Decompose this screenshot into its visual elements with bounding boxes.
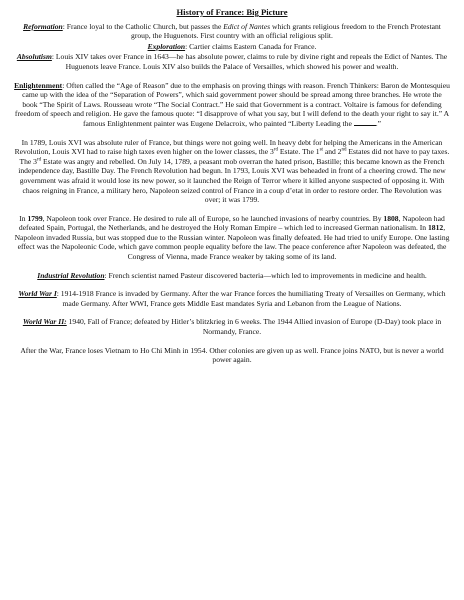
ww2-paragraph [14, 317, 450, 336]
napoleon-text-3: , Napoleon had defeated Spain, Portugal, the Netherlands, and he destroyed the Holy Roman Empire – which led to increased German nationalism. In [18, 213, 445, 233]
exploration-paragraph [14, 42, 450, 52]
ordinal-suffix: rd [36, 157, 42, 163]
enlightenment-paragraph [14, 81, 450, 129]
year-1812: 1812 [428, 223, 444, 233]
enlightenment-text-1: : Often called the “Age of Reason” due to the emphasis on proving things with reason. French Thinkers: Baron de Montesquieu came up with the idea of the “Separation of Powers”, which said government power should be spread among three branches. He wrote the book “The Spirit of Laws. Rousseau wrote “The Social Contract.” He said that Government is a contract. Voltaire is famous for defending freedom of speech and religion. He gave the famous quote: “I disapprove of what you say, but I will defend to the death your right to say it.” A famous Enlightenment painter was Eugene Delacroix, who painted “Liberty Leading the [14, 80, 450, 128]
absolutism-paragraph [14, 52, 450, 71]
reformation-text-2: which grants religious freedom to the French Protestant group, the Huguenots. First country with an official religious split. [131, 21, 441, 41]
exploration-label: Exploration [147, 41, 186, 51]
reformation-paragraph [14, 22, 450, 41]
revolution-text-1: In 1789, Louis XVI was absolute ruler of France, but things were not going well. In heavy debt for helping the Americans in the American Revolution, Louis XVI had to raise high taxes even higher on the lower classes, the 3 [14, 137, 443, 157]
ww1-text: : 1914-1918 France is invaded by Germany. After the war France forces the humiliating Treaty of Versailles on Germany, which made Germany. After WWI, France gets Middle East mandates Syria and Lebanon from the League of Nations. [56, 289, 446, 308]
enlightenment-text-2: .” [375, 118, 382, 128]
revolution-text-5: Estate was angry and rebelled. On July 14, 1789, a peasant mob overran the hated prison, Bastille; this became known as the French independence day, Bastille Day. The French Revolution had begun. In 1793, Louis XVI was beheaded in front of a cheering crowd. The new government was afraid it would lose its new power, so it launched the Reign of Terror where it killed anyone suspected of opposing it. With chaos reigning in France, a military hero, Napoleon seized control of France in a coup d’etat in order to restore order. The Revolution was over; it was 1799. [18, 156, 446, 205]
revolution-text-3: and 2 [322, 147, 342, 157]
absolutism-text: : Louis XIV takes over France in 1643—he has absolute power, claims to rule by divine right and repeals the Edict of Nantes. The Huguenots leave France. Louis XIV also builds the Palace of Versailles, which showed his power and wealth. [51, 52, 448, 71]
year-1808: 1808 [383, 213, 399, 223]
exploration-text: : Cartier claims Eastern Canada for France. [185, 41, 317, 51]
revolution-paragraph [14, 138, 450, 205]
year-1799: 1799 [27, 213, 43, 223]
revolution-text-2: Estate. The 1 [277, 147, 320, 157]
absolutism-label: Absolutism [16, 52, 52, 62]
napoleon-paragraph [14, 214, 450, 262]
ordinal-suffix: st [319, 147, 323, 153]
industrial-paragraph [14, 271, 450, 281]
enlightenment-label: Enlightenment [14, 80, 63, 90]
industrial-text: : French scientist named Pasteur discovered bacteria—which led to improvements in medicine and health. [104, 270, 427, 280]
ww2-label: World War II: [22, 317, 67, 327]
page-title: History of France: Big Picture [176, 7, 288, 17]
ww1-label: World War I [18, 289, 57, 299]
napoleon-text-4: , Napoleon invaded Russia, but was stopped due to the Russian winter. Napoleon was finally defeated. He had tried to unify Europe. One lasting effect was the Napoleonic Code, which gave common people equality before the law. The peace conference after Napoleon was defeated, the Congress of Vienna, made France weaker by taking some of its land. [14, 223, 450, 262]
reformation-label: Reformation [23, 21, 63, 31]
revolution-text-4: Estates did not have to pay taxes. The 3 [19, 147, 450, 166]
napoleon-text-2: , Napoleon took over France. He desired to rule all of Europe, so he launched invasions of nearby countries. By [42, 213, 384, 223]
edict-of-nantes: Edict of Nantes [223, 21, 271, 31]
fill-in-blank [354, 119, 376, 126]
ordinal-suffix: rd [273, 147, 278, 153]
industrial-label: Industrial Revolution [37, 270, 105, 280]
ww1-paragraph [14, 289, 450, 308]
ordinal-suffix: nd [341, 147, 347, 153]
reformation-text-1: : France loyal to the Catholic Church, but passes the [62, 21, 224, 31]
ww2-text: 1940, Fall of France; defeated by Hitler’s blitzkrieg in 6 weeks. The 1944 Allied invasion of Europe (D-Day) took place in Normandy, France. [66, 317, 442, 337]
after-war-text: After the War, France loses Vietnam to Ho Chi Minh in 1954. Other colonies are given up as well. France joins NATO, but is never a world power again. [20, 345, 444, 365]
after-war-paragraph [14, 346, 450, 365]
napoleon-text-1: In [19, 213, 28, 223]
